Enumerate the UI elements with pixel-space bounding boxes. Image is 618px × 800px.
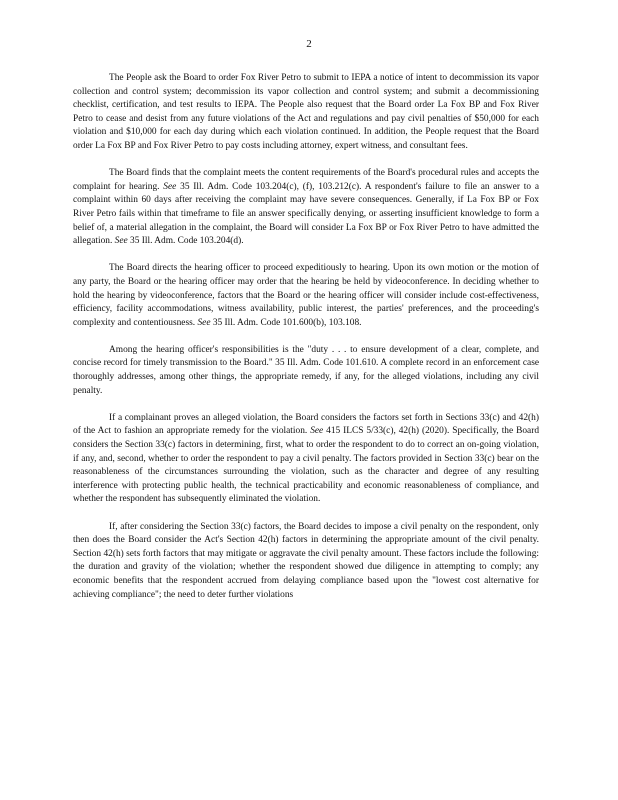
paragraph-text: If, after considering the Section 33(c) factors, the Board decides to impose a civil penalty on the respondent, only then does the Board consider the Act's Section 42(h) factors in determining the appropriate amount of the civil penalty. Section 42(h) sets forth factors that may mitigate or aggravate the civil penalty amount. These factors include the following: the duration and gravity of the violation; whether the respondent showed due diligence in attempting to comply; any economic benefits that the respondent accrued from delaying compliance based upon the "lowest cost alternative for achieving compliance"; the need to deter further violations (73, 521, 539, 600)
citation-signal: See (114, 236, 128, 247)
paragraph-hearing-officer-duty (73, 344, 539, 398)
paragraph-text: 35 Ill. Adm. Code 101.600(b), 103.108. (212, 317, 362, 328)
page-number: 2 (306, 38, 312, 50)
paragraph-hearing-directive (73, 262, 539, 330)
paragraph-text: The Board directs the hearing officer to proceed expeditiously to hearing. Upon its own motion or the motion of any party, the Board or the hearing officer may order that the hearing be held by videoconference. In deciding whether to hold the hearing by videoconference, factors that the Board or the hearing officer will consider include cost-effectiveness, efficiency, facility accommodations, witness availability, public interest, the parties' preferences, and the proceeding's complexity and contentiousness. (73, 263, 539, 328)
paragraph-text: Among the hearing officer's responsibilities is the "duty . . . to ensure development of a clear, complete, and concise record for timely transmission to the Board." 35 Ill. Adm. Code 101.610. A complete record in an enforcement case thoroughly addresses, among other things, the appropriate remedy, if any, for the alleged violations, including any civil penalty. (73, 344, 539, 396)
citation-signal: See (163, 181, 177, 192)
paragraph-section-33c (73, 412, 539, 507)
paragraph-text: If a complainant proves an alleged violation, the Board considers the factors set forth in Sections 33(c) and 42(h) of the Act to fashion an appropriate remedy for the violation. (73, 412, 539, 437)
paragraph-text: 35 Ill. Adm. Code 103.204(d). (130, 236, 244, 247)
paragraph-text: The People ask the Board to order Fox River Petro to submit to IEPA a notice of intent to decommission its vapor collection and control system; decommission its vapor collection and control system; and submit a decommissioning checklist, certification, and test results to IEPA. The People also request that the Board order La Fox BP and Fox River Petro to cease and desist from any future violations of the Act and regulations and pay civil penalties of $50,000 for each violation and $10,000 for each day during which each violation continued. In addition, the People request that the Board order La Fox BP and Fox River Petro to pay costs including attorney, expert witness, and consultant fees. (73, 73, 539, 151)
citation-signal: See (310, 426, 324, 437)
document-body (73, 72, 539, 616)
paragraph-text: 415 ILCS 5/33(c), 42(h) (2020). Specifically, the Board considers the Section 33(c) factors in determining, first, what to order the respondent to do to correct an on-going violation, if any, and, second, whether to order the respondent to pay a civil penalty. The factors provided in Section 33(c) bear on the reasonableness of the circumstances surrounding the violation, such as the character and degree of any resulting interference with protecting public health, the technical practicability and economic reasonableness of compliance, and whether the respondent has subsequently eliminated the violation. (73, 426, 540, 505)
paragraph-complaint-accepted (73, 167, 539, 249)
paragraph-relief-requested (73, 72, 539, 154)
paragraph-text: 35 Ill. Adm. Code 103.204(c), (f), 103.212(c). A respondent's failure to file an answer to a complaint within 60 days after receiving the complaint may have severe consequences. Generally, if La Fox BP or Fox River Petro fails within that timeframe to file an answer specifically denying, or asserting insufficient knowledge to form a belief of, a material allegation in the complaint, the Board will consider La Fox BP or Fox River Petro to have admitted the allegation. (73, 181, 540, 247)
paragraph-text: The Board finds that the complaint meets the content requirements of the Board's procedural rules and accepts the complaint for hearing. (73, 168, 539, 192)
citation-signal: See (197, 317, 211, 328)
paragraph-section-42h (73, 521, 539, 603)
